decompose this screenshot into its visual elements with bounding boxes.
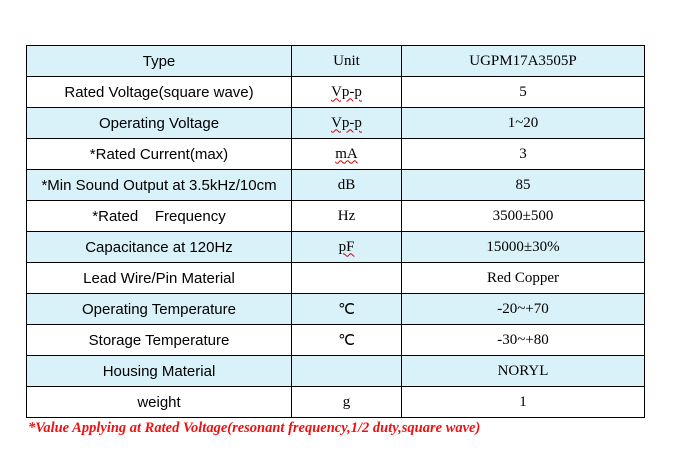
value-cell: NORYL — [402, 356, 645, 387]
value-cell: 5 — [402, 77, 645, 108]
table-row — [27, 139, 645, 170]
table-row — [27, 387, 645, 418]
value-cell: 1~20 — [402, 108, 645, 139]
footnote: *Value Applying at Rated Voltage(resonant frequency,1/2 duty,square wave) — [28, 420, 481, 436]
table-row — [27, 294, 645, 325]
value-cell: 3500±500 — [402, 201, 645, 232]
unit-cell — [292, 263, 402, 294]
header-model: UGPM17A3505P — [402, 46, 645, 77]
param-cell: Housing Material — [27, 356, 292, 387]
unit-cell — [292, 232, 402, 263]
value-cell: -20~+70 — [402, 294, 645, 325]
unit-cell — [292, 356, 402, 387]
value-cell: 85 — [402, 170, 645, 201]
unit-text: Vp-p — [331, 83, 362, 100]
unit-cell: dB — [292, 170, 402, 201]
table-row — [27, 325, 645, 356]
value-cell: -30~+80 — [402, 325, 645, 356]
param-cell: weight — [27, 387, 292, 418]
param-cell: Rated Voltage(square wave) — [27, 77, 292, 108]
unit-cell: Hz — [292, 201, 402, 232]
unit-text: mA — [335, 145, 358, 162]
table-row — [27, 170, 645, 201]
unit-cell — [292, 108, 402, 139]
param-cell: Capacitance at 120Hz — [27, 232, 292, 263]
table-header-row — [27, 46, 645, 77]
unit-cell: ℃ — [292, 325, 402, 356]
param-cell: Operating Temperature — [27, 294, 292, 325]
value-cell: Red Copper — [402, 263, 645, 294]
param-cell: *Min Sound Output at 3.5kHz/10cm — [27, 170, 292, 201]
specification-table — [26, 45, 645, 418]
param-cell: Storage Temperature — [27, 325, 292, 356]
value-cell: 15000±30% — [402, 232, 645, 263]
param-cell: Operating Voltage — [27, 108, 292, 139]
param-cell: *Rated Frequency — [27, 201, 292, 232]
table-row — [27, 263, 645, 294]
table-row — [27, 356, 645, 387]
table-row — [27, 201, 645, 232]
param-cell: Lead Wire/Pin Material — [27, 263, 292, 294]
unit-cell — [292, 139, 402, 170]
table-row — [27, 108, 645, 139]
unit-cell: ℃ — [292, 294, 402, 325]
table-row — [27, 77, 645, 108]
unit-text: pF — [338, 238, 355, 255]
header-type: Type — [27, 46, 292, 77]
param-cell: *Rated Current(max) — [27, 139, 292, 170]
table-row — [27, 232, 645, 263]
unit-cell — [292, 77, 402, 108]
header-unit: Unit — [292, 46, 402, 77]
value-cell: 1 — [402, 387, 645, 418]
value-cell: 3 — [402, 139, 645, 170]
unit-text: Vp-p — [331, 114, 362, 131]
unit-cell: g — [292, 387, 402, 418]
